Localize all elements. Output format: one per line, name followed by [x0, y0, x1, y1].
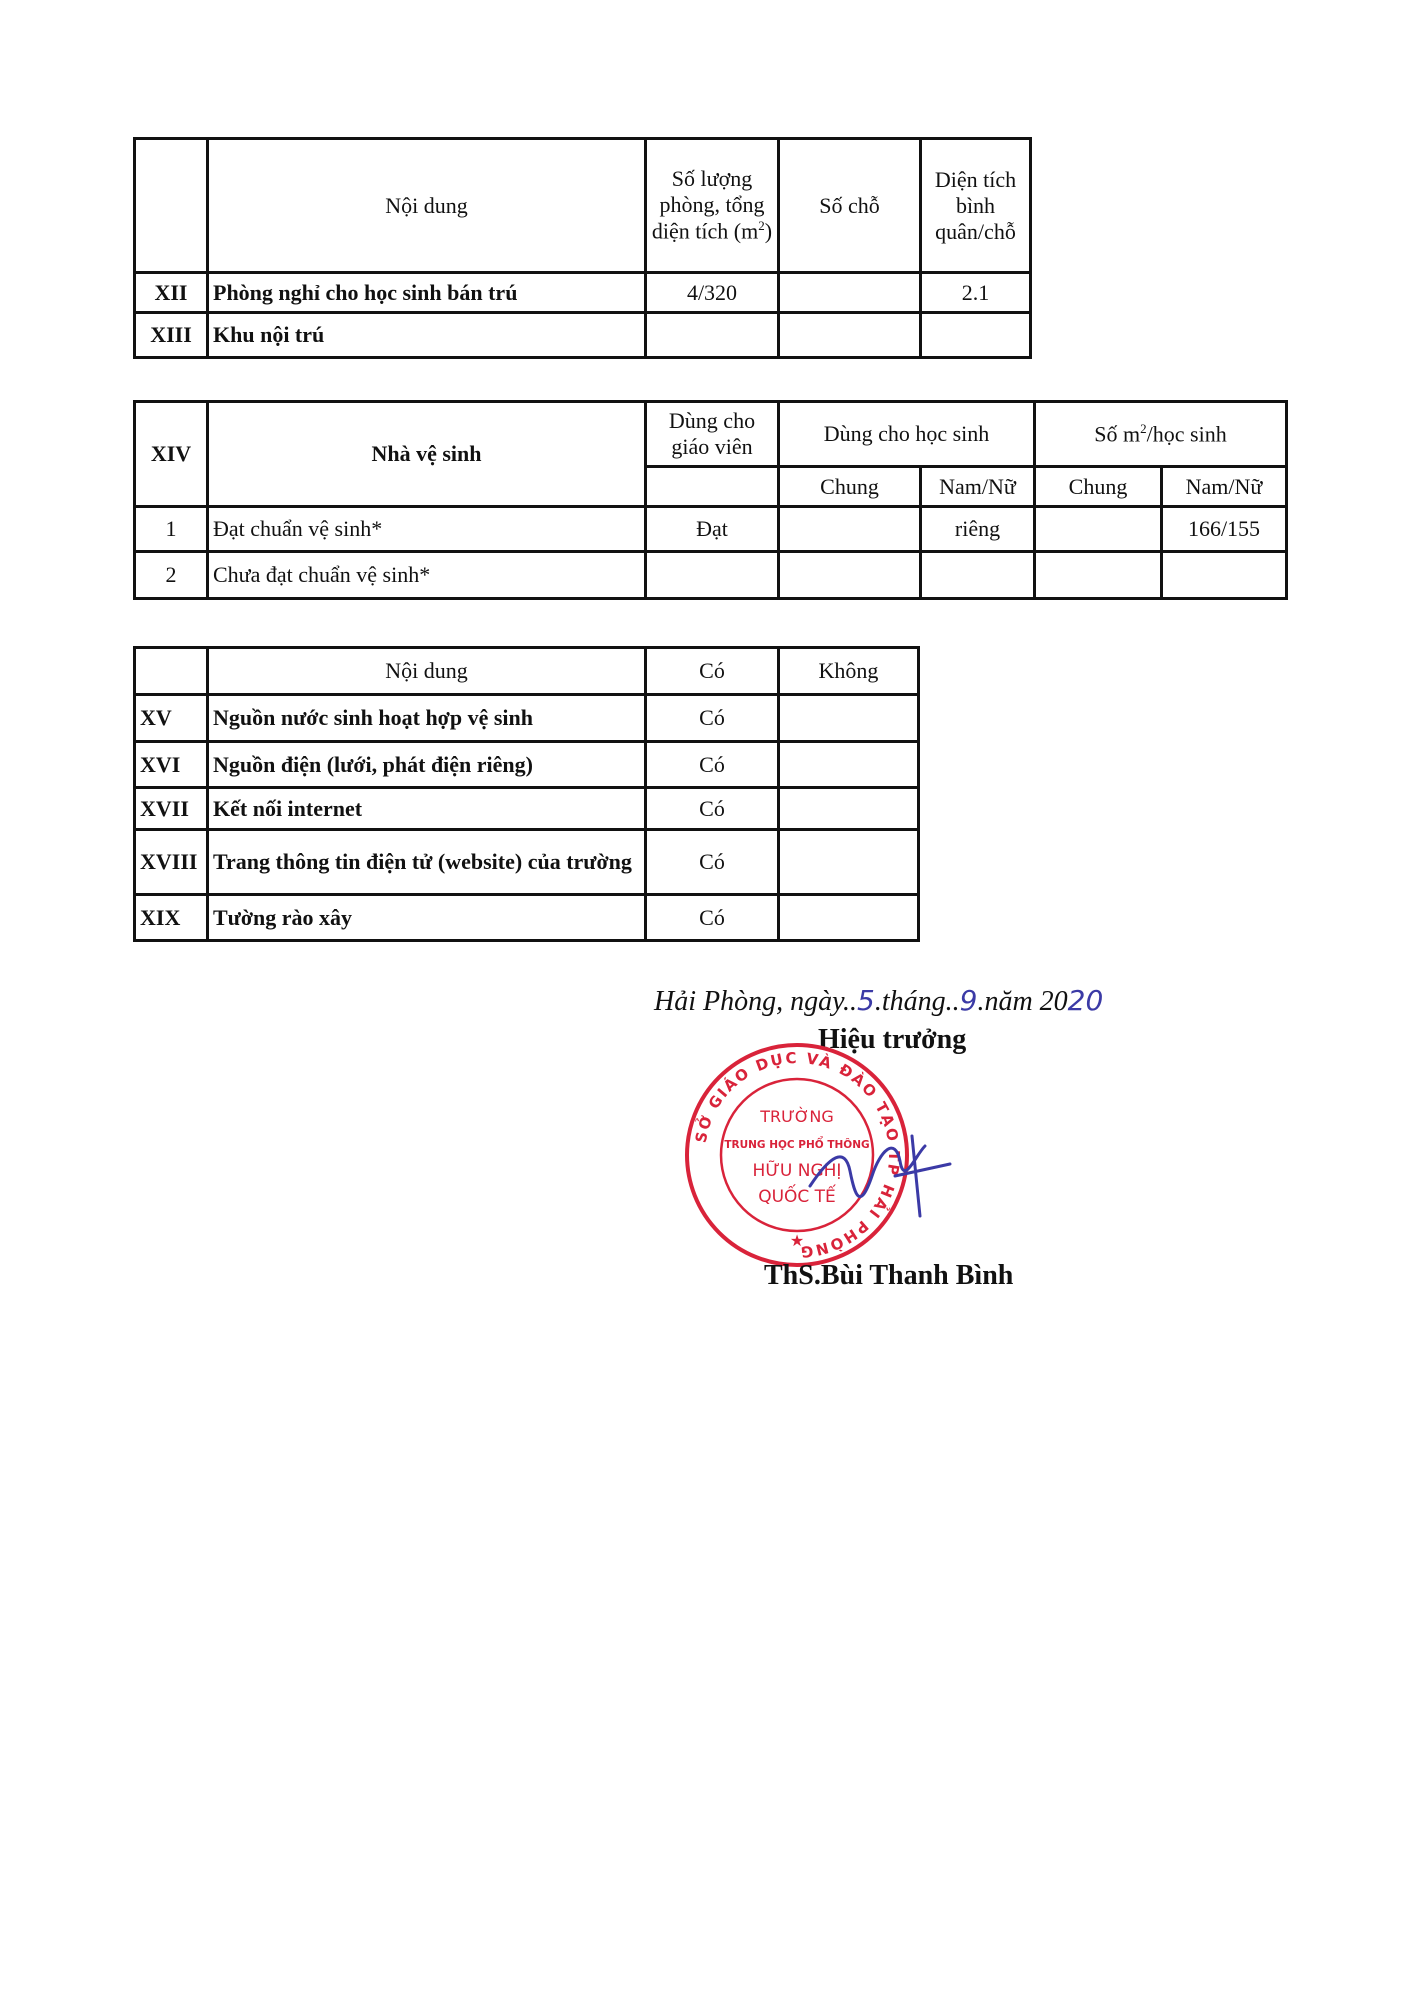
row-number: XVIII	[135, 830, 208, 895]
row-content: Khu nội trú	[208, 313, 646, 358]
table-row	[135, 695, 919, 742]
place-date: Hải Phòng, ngày..5.tháng..9.năm 2020	[654, 984, 1104, 1017]
row-students-common	[779, 552, 921, 599]
row-yes: Có	[646, 742, 779, 788]
row-yes: Có	[646, 830, 779, 895]
table-dormitory	[133, 137, 1032, 359]
header-m2-gender: Nam/Nữ	[1162, 467, 1287, 507]
table-row	[135, 273, 1031, 313]
row-content: Phòng nghỉ cho học sinh bán trú	[208, 273, 646, 313]
row-number: XVI	[135, 742, 208, 788]
row-students-gender	[921, 552, 1035, 599]
toilet-section-title: Nhà vệ sinh	[208, 402, 646, 507]
row-number: 1	[135, 507, 208, 552]
row-content: Nguồn điện (lưới, phát điện riêng)	[208, 742, 646, 788]
row-number: 2	[135, 552, 208, 599]
signer-name: ThS.Bùi Thanh Bình	[764, 1260, 1014, 1291]
svg-text:★: ★	[789, 1231, 805, 1250]
row-m2-common	[1035, 552, 1162, 599]
row-m2-gender: 166/155	[1162, 507, 1287, 552]
row-no	[779, 830, 919, 895]
row-yes: Có	[646, 895, 779, 941]
header-m2-common: Chung	[1035, 467, 1162, 507]
row-m2-gender	[1162, 552, 1287, 599]
row-number: XII	[135, 273, 208, 313]
header-avg-area: Diện tích bình quân/chỗ	[921, 139, 1031, 273]
header-content: Nội dung	[208, 139, 646, 273]
header-yes: Có	[646, 648, 779, 695]
table-facilities	[133, 646, 920, 942]
header-students-common: Chung	[779, 467, 921, 507]
svg-text:TRUNG HỌC PHỔ THÔNG: TRUNG HỌC PHỔ THÔNG	[724, 1139, 870, 1151]
toilet-section-number: XIV	[135, 402, 208, 507]
row-yes: Có	[646, 695, 779, 742]
table-row	[135, 552, 1287, 599]
row-content: Chưa đạt chuẩn vệ sinh*	[208, 552, 646, 599]
row-avg: 2.1	[921, 273, 1031, 313]
row-seats	[779, 313, 921, 358]
row-no	[779, 695, 919, 742]
row-content: Trang thông tin điện tử (website) của trường	[208, 830, 646, 895]
table-row	[135, 742, 919, 788]
row-number: XV	[135, 695, 208, 742]
header-teacher-sub	[646, 467, 779, 507]
header-content: Nội dung	[208, 648, 646, 695]
table-toilets	[133, 400, 1288, 600]
header-seats: Số chỗ	[779, 139, 921, 273]
svg-text:SỞ GIÁO DỤC VÀ ĐÀO TẠO TP HẢI: SỞ GIÁO DỤC VÀ ĐÀO TẠO TP HẢI PHÒNG	[691, 1048, 904, 1262]
table-row	[135, 507, 1287, 552]
row-number: XIX	[135, 895, 208, 941]
header-number	[135, 648, 208, 695]
row-no	[779, 895, 919, 941]
svg-text:QUỐC TẾ: QUỐC TẾ	[758, 1187, 836, 1207]
row-avg	[921, 313, 1031, 358]
row-no	[779, 788, 919, 830]
row-rooms: 4/320	[646, 273, 779, 313]
svg-text:TRƯỜNG: TRƯỜNG	[760, 1107, 834, 1126]
row-content: Kết nối internet	[208, 788, 646, 830]
row-seats	[779, 273, 921, 313]
header-number	[135, 139, 208, 273]
row-no	[779, 742, 919, 788]
header-students-gender: Nam/Nữ	[921, 467, 1035, 507]
row-teacher	[646, 552, 779, 599]
row-content: Tường rào xây	[208, 895, 646, 941]
header-rooms: Số lượng phòng, tổng diện tích $(m^2)$	[646, 139, 779, 273]
header-per-student: Số $m^2$/học sinh	[1035, 402, 1287, 467]
header-teacher: Dùng cho giáo viên	[646, 402, 779, 467]
row-content: Nguồn nước sinh hoạt hợp vệ sinh	[208, 695, 646, 742]
table-row	[135, 895, 919, 941]
header-students: Dùng cho học sinh	[779, 402, 1035, 467]
row-number: XVII	[135, 788, 208, 830]
table-row	[135, 313, 1031, 358]
table-row	[135, 788, 919, 830]
svg-text:HỮU NGHỊ: HỮU NGHỊ	[752, 1161, 842, 1181]
row-m2-common	[1035, 507, 1162, 552]
row-yes: Có	[646, 788, 779, 830]
header-no: Không	[779, 648, 919, 695]
row-rooms	[646, 313, 779, 358]
row-students-common	[779, 507, 921, 552]
row-teacher: Đạt	[646, 507, 779, 552]
row-number: XIII	[135, 313, 208, 358]
row-students-gender: riêng	[921, 507, 1035, 552]
handwritten-signature	[800, 1116, 960, 1226]
table-row	[135, 830, 919, 895]
signer-title: Hiệu trưởng	[818, 1024, 967, 1055]
row-content: Đạt chuẩn vệ sinh*	[208, 507, 646, 552]
